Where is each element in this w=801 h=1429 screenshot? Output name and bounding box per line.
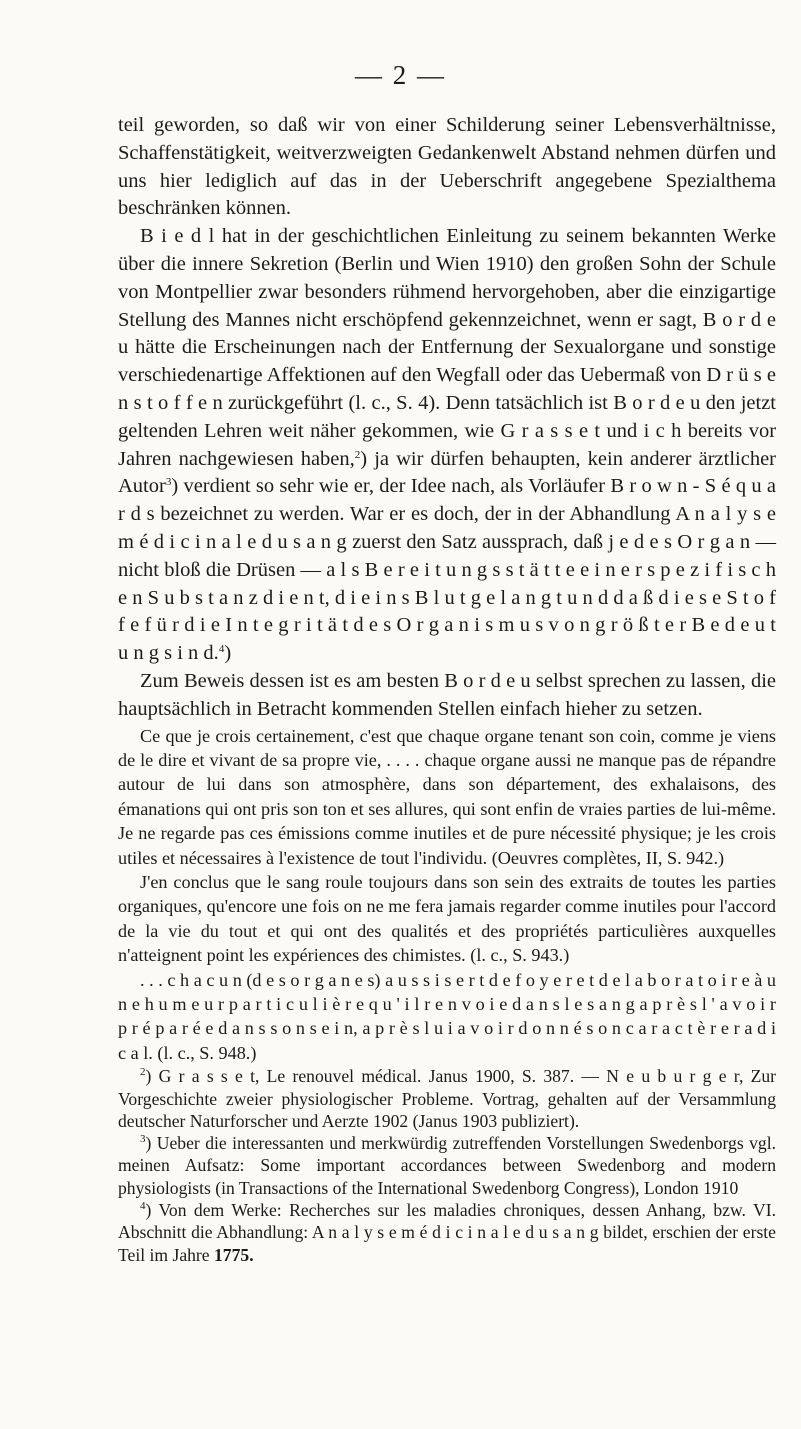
french-quote-1: Ce que je crois certainement, c'est que chaque organe tenant son coin, comme je viens de le dire et vivant de sa propre vie, . . . . chaque organe aussi ne manque pas de répandre autour de lui dans son atmosphère, dans son département, des exhalaisons, des émanations qui ont pris son ton et ses allures, qui sont enfin de vraies parties de lui-même. Je ne regarde pas ces émissions comme inutiles et de pure nécessité physique; je les crois utiles et nécessaires à l'existence de tout l'individu. (Oeuvres complètes, II, S. 942.) <box>118 725 776 868</box>
footnote-3: $^3$) Ueber die interessanten und merkwürdig zutreffenden Vorstellungen Swedenborgs vgl. meinen Aufsatz: Some important accordances between Swedenborg and modern physiologists (in Transactions of the International Swedenborg Congress), London 1910 <box>118 1133 776 1198</box>
name-bordeu: B o r d e u <box>118 308 776 359</box>
work-title-analyse: A n a l y s e m é d i c i n a l e d u s a n g <box>118 503 776 553</box>
paragraph-2: B i e d l hat in der geschichtlichen Einleitung zu seinem bekannten Werke über die innere Sekretion (Berlin und Wien 1910) den großen Sohn der Schule von Montpellier zwar besonders rühmend hervorgehoben, aber die einzigartige Stellung des Mannes nicht erschöpfend gekennzeichnet, wenn er sagt, B o r d e u hätte die Erscheinungen nach der Entfernung der Sexualorgane und sonstige verschiedenartige Affektionen auf den Wegfall oder das Uebermaß von D r ü s e n s t o f f e n zurückgeführt (l. c., S. 4). Denn tatsächlich ist B o r d e u den jetzt geltenden Lehren weit näher gekommen, wie G r a s s e t und i c h bereits vor Jahren nachgewiesen haben,$^2$) ja wir dürfen behaupten, kein anderer ärztlicher Autor$^3$) verdient so sehr wie er, der Idee nach, als Vorläufer B r o w n - S é q u a r d s bezeichnet zu werden. War er es doch, der in der Abhandlung A n a l y s e m é d i c i n a l e d u s a n g zuerst den Satz aussprach, daß j e d e s O r g a n — nicht bloß die Drüsen — a l s B e r e i t u n g s s t ä t t e e i n e r s p e z i f i s c h e n S u b s t a n z d i e n t, d i e i n s B l u t g e l a n g t u n d d a ß d i e s e S t o f f e f ü r d i e I n t e g r i t ä t d e s O r g a n i s m u s v o n g r ö ß t e r B e d e u t u n g s i n d.$^4$) <box>118 225 777 665</box>
emphasis-thesis: a l s B e r e i t u n g s s t ä t t e e i n e r s p e z i f i s c h e n S u b s t a n z d i e n t, d i e i n s B l u t g e l a n g t u n d d a ß d i e s e S t o f f e f ü r d i e I n t e g r i t ä t d e s O r g a n i s m u s v o n g r ö ß t e r B e d e u t u n g s i n d. <box>118 558 776 665</box>
name-brown-sequard: B r o w n - S é q u a r d s <box>118 475 777 526</box>
page-number: — 2 — <box>355 60 446 90</box>
name-grasset: G r a s s e t <box>158 1066 256 1087</box>
name-neuburger: N e u b u r g e r <box>606 1066 739 1087</box>
paragraph-3: Zum Beweis dessen ist es am besten B o r d e u selbst sprechen zu lassen, die hauptsächlich in Betracht kommenden Stellen einfach hieher zu setzen. <box>118 669 776 720</box>
main-text <box>118 112 776 1266</box>
footnote-ref-3: 3 <box>165 476 172 489</box>
footnote-ref-4: 4 <box>218 643 225 656</box>
name-bordeu: B o r d e u <box>444 669 531 692</box>
emphasis-jedes-organ: j e d e s O r g a n <box>608 530 751 553</box>
name-grasset: G r a s s e t <box>500 419 601 442</box>
footnote-2: $^2$) G r a s s e t, Le renouvel médical. Janus 1900, S. 387. — N e u b u r g e r, Zur Vorgeschichte zweier physiologischer Probleme. Vortrag, gehalten auf der Versammlung deutscher Naturforscher und Aerzte 1902 (Janus 1903 publiziert). <box>118 1066 777 1131</box>
emphasis-ich: i c h <box>643 419 682 442</box>
name-bordeu: B o r d e u <box>613 391 701 414</box>
paragraph-1: teil geworden, so daß wir von einer Schilderung seiner Lebensverhältnisse, Schaffenstätigkeit, weitverzweigten Gedankenwelt Abstand nehmen dürfen und uns hier lediglich auf das in der Ueberschrift angegebene Spezialthema beschränken können. <box>118 114 776 220</box>
french-quote-3: . . . c h a c u n (d e s o r g a n e s) a u s s i s e r t d e f o y e r e t d e l a b o r a t o i r e à u n e h u m e u r p a r t i c u l i è r e q u ' i l r e n v o i e d a n s l e s a n g a p r è s l ' a v o i r p r é p a r é e d a n s s o n s e i n, a p r è s l u i a v o i r d o n n é s o n c a r a c t è r e r a d i c a l. (l. c., S. 948.) <box>118 969 777 1063</box>
work-title-analyse: A n a l y s e m é d i c i n a l e d u s a n g <box>311 1222 599 1243</box>
year-1775: 1775. <box>214 1244 254 1265</box>
french-quote-2: J'en conclus que le sang roule toujours dans son sein des extraits de toutes les parties organiques, qu'encore une fois on ne me fera jamais regarder comme inutiles pour l'accord de la vie du tout et qui ont des qualités et des propriétés particulières auxquelles n'atteignent point les expériences des chimistes. (l. c., S. 943.) <box>118 871 776 966</box>
footnote-ref-2: 2 <box>354 448 361 461</box>
name-biedl: B i e d l <box>140 225 215 248</box>
emphasis-druesenstoffen: D r ü s e n s t o f f e n <box>118 364 776 414</box>
footnote-4: $^4$) Von dem Werke: Recherches sur les maladies chroniques, dessen Anhang, bzw. VI. Abschnitt die Abhandlung: A n a l y s e m é d i c i n a l e d u s a n g bildet, erschien der erste Teil im Jahre 1775. <box>118 1200 776 1265</box>
emphasis-chacun: c h a c u n (d e s o r g a n e s) a u s s i s e r t d e f o y e r e t d e l a b o r a t o i r e à u n e h u m e u r p a r t i c u l i è r e q u ' i l r e n v o i e d a n s l e s a n g a p r è s l ' a v o i r p r é p a r é e d a n s s o n s e i n, a p r è s l u i a v o i r d o n n é s o n c a r a c t è r e r a d i c a l. <box>118 969 777 1063</box>
